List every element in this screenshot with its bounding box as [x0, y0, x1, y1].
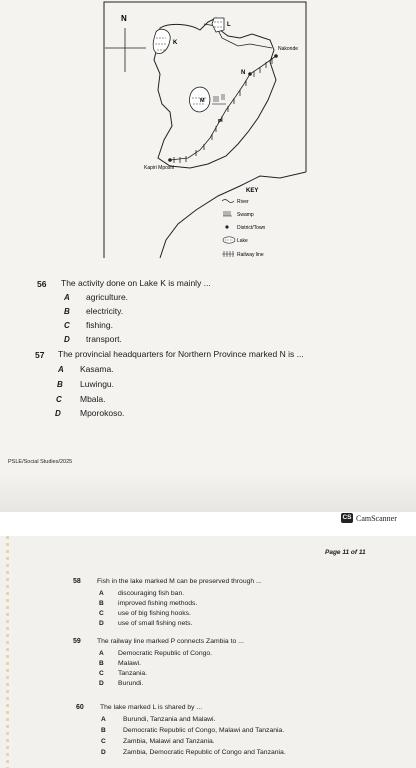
q58-option-d-letter: D	[99, 620, 104, 627]
q59-option-d-text: Burundi.	[118, 680, 144, 687]
swamp-symbol	[212, 94, 226, 104]
q59-option-c-text: Tanzania.	[118, 670, 148, 677]
svg-text:L: L	[227, 22, 231, 28]
question-57-number: 57	[35, 350, 45, 360]
railway-line	[170, 56, 276, 163]
q59-option-b-text: Malawi.	[118, 660, 142, 667]
svg-text:River: River	[237, 199, 249, 205]
question-57-text: The provincial headquarters for Northern Province marked N is ...	[58, 349, 304, 359]
page-footer: PSLE/Social Studies/2025	[8, 459, 73, 465]
svg-text:Swamp: Swamp	[237, 212, 254, 218]
q57-option-d-letter: D	[55, 409, 61, 418]
q59-option-a-letter: A	[99, 650, 104, 657]
question-59-number: 59	[73, 638, 81, 645]
zambia-northern-province-map	[100, 0, 310, 262]
question-56-text: The activity done on Lake K is mainly ...	[61, 278, 211, 288]
q59-option-c-letter: C	[99, 670, 104, 677]
question-56-number: 56	[37, 279, 47, 289]
question-58-number: 58	[73, 578, 81, 585]
camscanner-logo-icon: CS	[342, 514, 352, 521]
svg-text:P: P	[218, 119, 222, 125]
svg-text:Lake: Lake	[237, 238, 248, 244]
map-key	[222, 188, 266, 258]
q58-option-a-letter: A	[99, 590, 104, 597]
svg-text:Nakonde: Nakonde	[278, 46, 299, 52]
q58-option-c-letter: C	[99, 610, 104, 617]
q56-option-a-text: agriculture.	[86, 292, 129, 302]
q56-option-d-text: transport.	[86, 334, 122, 344]
binding-edge	[6, 536, 9, 768]
q60-option-c-letter: C	[101, 738, 106, 745]
q58-option-d-text: use of small fishing nets.	[118, 620, 193, 627]
q60-option-a-letter: A	[101, 716, 106, 723]
svg-text:Kapiri Mposhi: Kapiri Mposhi	[144, 165, 175, 171]
question-60-text: The lake marked L is shared by ...	[100, 704, 203, 711]
q60-option-d-text: Zambia, Democratic Republic of Congo and Tanzania.	[123, 749, 286, 756]
question-59-text: The railway line marked P connects Zambia to ...	[97, 638, 244, 645]
q60-option-a-text: Burundi, Tanzania and Malawi.	[123, 716, 216, 723]
q57-option-c-letter: C	[56, 395, 62, 404]
svg-text:N: N	[241, 70, 246, 76]
q57-option-a-text: Kasama.	[80, 364, 114, 374]
compass-icon	[105, 14, 146, 72]
q59-option-b-letter: B	[99, 660, 104, 667]
q57-option-c-text: Mbala.	[80, 394, 106, 404]
q59-option-a-text: Democratic Republic of Congo.	[118, 650, 213, 657]
svg-text:M: M	[200, 98, 205, 104]
question-58-text: Fish in the lake marked M can be preserved through ...	[97, 578, 262, 585]
q56-option-d-letter: D	[64, 335, 70, 344]
q57-option-b-letter: B	[57, 380, 63, 389]
q56-option-b-letter: B	[64, 307, 70, 316]
q56-option-a-letter: A	[64, 293, 70, 302]
compass-n-label: N	[121, 14, 127, 23]
camscanner-watermark	[341, 513, 397, 523]
svg-text:Railway line: Railway line	[237, 252, 264, 258]
q58-option-b-letter: B	[99, 600, 104, 607]
q56-option-c-text: fishing.	[86, 320, 113, 330]
q56-option-c-letter: C	[64, 321, 70, 330]
map-frame	[104, 2, 306, 258]
q56-option-b-text: electricity.	[86, 306, 124, 316]
q60-option-c-text: Zambia, Malawi and Tanzania.	[123, 738, 215, 745]
q57-option-a-letter: A	[58, 365, 64, 374]
camscanner-name: CamScanner	[356, 513, 397, 523]
nakonde-dot	[274, 54, 278, 58]
q60-option-d-letter: D	[101, 749, 106, 756]
exam-page-2	[0, 536, 416, 768]
kapiri-dot	[168, 158, 172, 162]
q58-option-b-text: improved fishing methods.	[118, 600, 198, 607]
q57-option-d-text: Mporokoso.	[80, 408, 125, 418]
question-60-number: 60	[76, 704, 84, 711]
town-n-dot	[248, 72, 252, 76]
q58-option-a-text: discouraging fish ban.	[118, 590, 185, 597]
svg-text:District/Town: District/Town	[237, 225, 266, 231]
svg-text:KEY: KEY	[246, 188, 259, 194]
lake-l	[212, 18, 224, 32]
page-number: Page 11 of 11	[325, 549, 366, 556]
country-boundary	[160, 172, 306, 258]
q58-option-c-text: use of big fishing hooks.	[118, 610, 191, 617]
q60-option-b-text: Democratic Republic of Congo, Malawi and Tanzania.	[123, 727, 285, 734]
q60-option-b-letter: B	[101, 727, 106, 734]
svg-text:K: K	[173, 40, 178, 46]
q57-option-b-text: Luwingu.	[80, 379, 115, 389]
q59-option-d-letter: D	[99, 680, 104, 687]
